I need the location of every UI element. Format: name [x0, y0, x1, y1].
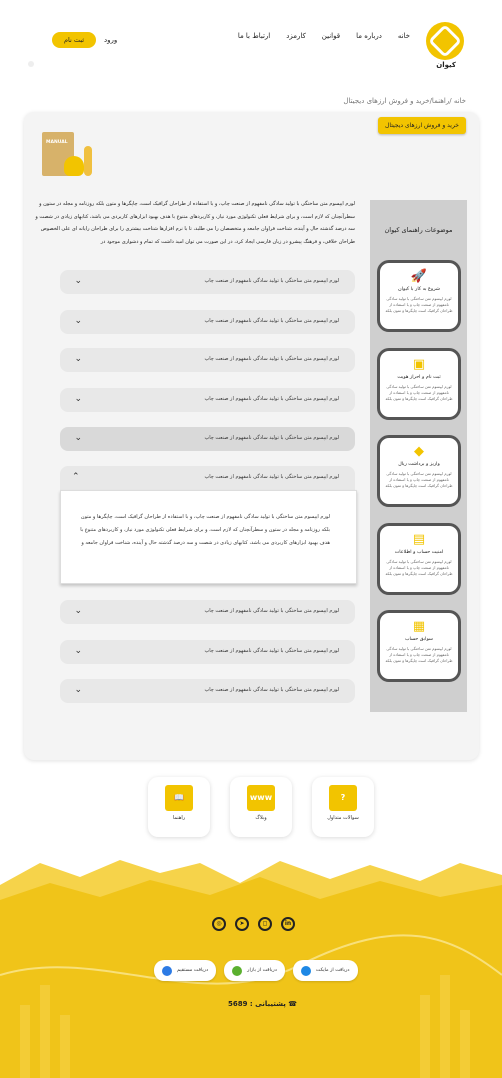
faq-question: لورم ایپسوم متن ساختگی با تولید سادگی نامفهوم از صنعت چاپ	[204, 356, 339, 362]
telegram-icon[interactable]: ➤	[235, 917, 249, 931]
auth-area	[52, 32, 117, 48]
chevron-down-icon: ⌄	[74, 646, 82, 656]
topic-card-history[interactable]	[377, 610, 461, 682]
nav-about[interactable]: درباره ما	[356, 32, 382, 40]
faq-item[interactable]	[60, 348, 355, 372]
faq-question: لورم ایپسوم متن ساختگی با تولید سادگی نامفهوم از صنعت چاپ	[204, 687, 339, 693]
login-button[interactable]: ورود	[104, 36, 118, 44]
topic-desc: لورم ایپسوم متن ساختگی با تولید سادگی نامفهوم از صنعت چاپ و با استفاده از طراحان گرافیک است چاپگرها و متون بلکه	[385, 471, 453, 488]
faq-question: لورم ایپسوم متن ساختگی با تولید سادگی نامفهوم از صنعت چاپ	[204, 278, 339, 284]
chevron-down-icon: ⌄	[74, 276, 82, 286]
bazaar-icon	[232, 966, 242, 976]
guide-link-card[interactable]	[148, 777, 210, 837]
topic-card-getting-started[interactable]	[377, 260, 461, 332]
myket-download-button[interactable]	[293, 960, 358, 981]
faq-question: لورم ایپسوم متن ساختگی با تولید سادگی نامفهوم از صنعت چاپ	[204, 435, 339, 441]
topic-card-security[interactable]	[377, 523, 461, 595]
faq-question: لورم ایپسوم متن ساختگی با تولید سادگی نامفهوم از صنعت چاپ	[204, 396, 339, 402]
faq-question: لورم ایپسوم متن ساختگی با تولید سادگی نامفهوم از صنعت چاپ	[204, 474, 339, 480]
topic-title: سوابق حساب	[405, 637, 433, 642]
topic-title: ثبت نام و احراز هویت	[397, 375, 441, 380]
faq-answer-panel	[60, 490, 357, 584]
faq-item[interactable]	[60, 427, 355, 451]
main-nav	[238, 32, 410, 40]
faq-item[interactable]	[60, 310, 355, 334]
instagram-icon[interactable]: ◻	[258, 917, 272, 931]
chevron-down-icon: ⌄	[74, 394, 82, 404]
faq-item-open[interactable]	[60, 466, 355, 490]
faq-question: لورم ایپسوم متن ساختگی با تولید سادگی نامفهوم از صنعت چاپ	[204, 608, 339, 614]
myket-icon	[301, 966, 311, 976]
topic-title: امنیت حساب و اطلاعات	[394, 550, 444, 555]
topic-card-deposit[interactable]	[377, 435, 461, 507]
whatsapp-icon[interactable]: ◎	[212, 917, 226, 931]
nav-home[interactable]: خانه	[397, 32, 410, 40]
wallet-icon: ◆	[414, 444, 424, 459]
topic-title: شروع به کار با کیوان	[398, 287, 440, 292]
logo-icon[interactable]	[426, 22, 464, 60]
topics-sidebar	[370, 200, 467, 712]
support-phone[interactable]	[228, 1000, 297, 1008]
nav-contact[interactable]: ارتباط با ما	[237, 32, 271, 40]
intro-paragraph: لورم ایپسوم متن ساختگی با تولید سادگی نامفهوم از صنعت چاپ، و با استفاده از طراحان گرافیک است، چاپگرها و متون بلکه روزنامه و مجله در ستون و سطرآنچنان که لازم است، و برای شرایط فعلی تکنولوژی مورد نیاز، و کاربردهای متنوع با هدف بهبود ابزارهای کاربردی می باشد، کتابهای زیادی در شصت و سه درصد گذشته حال و آینده، شناخت فراوان جامعه و متخصصان را می طلبد، تا با نرم افزارها شناخت بیشتری را برای طراحان رایانه ای علی الخصوص طراحان خلاقی، و فرهنگ پیشرو در زبان فارسی ایجاد کرد، در این صورت می توان امید داشت که تمام و دشواری موجود در	[35, 201, 355, 245]
blog-link-card[interactable]	[230, 777, 292, 837]
topic-desc: لورم ایپسوم متن ساختگی با تولید سادگی نامفهوم از صنعت چاپ و با استفاده از طراحان گرافیک است چاپگرها و متون بلکه	[385, 559, 453, 576]
chevron-down-icon: ⌄	[74, 354, 82, 364]
faq-item[interactable]	[60, 600, 355, 624]
social-links	[212, 917, 295, 931]
download-icon	[162, 966, 172, 976]
app-label: دریافت از مایکت	[315, 968, 350, 973]
quick-link-label: سوالات متداول	[327, 815, 359, 821]
chevron-down-icon: ⌄	[74, 685, 82, 695]
faq-link-card[interactable]	[312, 777, 374, 837]
chevron-down-icon: ⌄	[74, 606, 82, 616]
topic-desc: لورم ایپسوم متن ساختگی با تولید سادگی نامفهوم از صنعت چاپ و با استفاده از طراحان گرافیک است چاپگرها و متون بلکه	[385, 646, 453, 663]
logo-text: کیوان	[436, 61, 456, 69]
nav-rules[interactable]: قوانین	[321, 32, 341, 40]
illustration-label: MANUAL	[46, 140, 68, 145]
scroll-dot	[28, 61, 34, 67]
nav-fees[interactable]: کارمزد	[286, 32, 306, 40]
topic-desc: لورم ایپسوم متن ساختگی با تولید سادگی نامفهوم از صنعت چاپ و با استفاده از طراحان گرافیک است چاپگرها و متون بلکه	[385, 296, 453, 313]
chevron-up-icon: ⌃	[72, 472, 80, 482]
faq-item[interactable]	[60, 640, 355, 664]
support-text: پشتیبانی : 5689	[228, 1000, 286, 1008]
faq-question: لورم ایپسوم متن ساختگی با تولید سادگی نامفهوم از صنعت چاپ	[204, 648, 339, 654]
faq-item[interactable]	[60, 270, 355, 294]
app-label: دریافت مستقیم	[177, 968, 209, 973]
faq-item[interactable]	[60, 388, 355, 412]
quick-link-label: راهنما	[172, 815, 186, 821]
section-tag[interactable]: خرید و فروش ارزهای دیجیتال	[378, 117, 466, 134]
manual-illustration	[36, 126, 96, 188]
faq-question: لورم ایپسوم متن ساختگی با تولید سادگی نامفهوم از صنعت چاپ	[204, 318, 339, 324]
direct-download-button[interactable]	[154, 960, 216, 981]
open-book-icon: 📖	[165, 785, 193, 811]
chevron-down-icon: ⌄	[74, 316, 82, 326]
phone-icon: ☎	[285, 1000, 297, 1008]
app-download-links	[154, 960, 358, 981]
www-icon: www	[247, 785, 275, 811]
breadcrumb: خانه /راهنما/خرید و فروش ارزهای دیجیتال	[343, 97, 466, 105]
id-card-icon: ▣	[412, 357, 426, 372]
chevron-down-icon: ⌄	[74, 433, 82, 443]
document-icon: ▤	[412, 532, 426, 547]
question-book-icon: ?	[329, 785, 357, 811]
faq-item[interactable]	[60, 679, 355, 703]
bazaar-download-button[interactable]	[224, 960, 285, 981]
sidebar-title: موضوعات راهنمای کیوان	[384, 226, 453, 234]
faq-answer: لورم ایپسوم متن ساختگی با تولید سادگی نامفهوم از صنعت چاپ، و با استفاده از طراحان گرافیک است، چاپگرها و متون بلکه روزنامه و مجله در ستون و سطرآنچنان که لازم است، و برای شرایط فعلی تکنولوژی مورد نیاز، و کاربردهای متنوع با هدف بهبود ابزارهای کاربردی می باشد، کتابهای زیادی در شصت و سه درصد گذشته حال و آینده، شناخت فراوان جامعه و	[80, 514, 330, 546]
register-button[interactable]: ثبت نام	[52, 32, 96, 48]
linkedin-icon[interactable]: in	[281, 917, 295, 931]
topic-desc: لورم ایپسوم متن ساختگی با تولید سادگی نامفهوم از صنعت چاپ و با استفاده از طراحان گرافیک است چاپگرها و متون بلکه	[385, 384, 453, 401]
app-label: دریافت از بازار	[247, 968, 277, 973]
invoice-icon: ▦	[412, 619, 426, 634]
quick-link-label: وبلاگ	[255, 815, 267, 821]
topic-card-registration[interactable]	[377, 348, 461, 420]
site-header	[0, 0, 502, 80]
topic-title: واریز و برداشت ریال	[398, 462, 440, 467]
rocket-icon: 🚀	[410, 269, 428, 284]
